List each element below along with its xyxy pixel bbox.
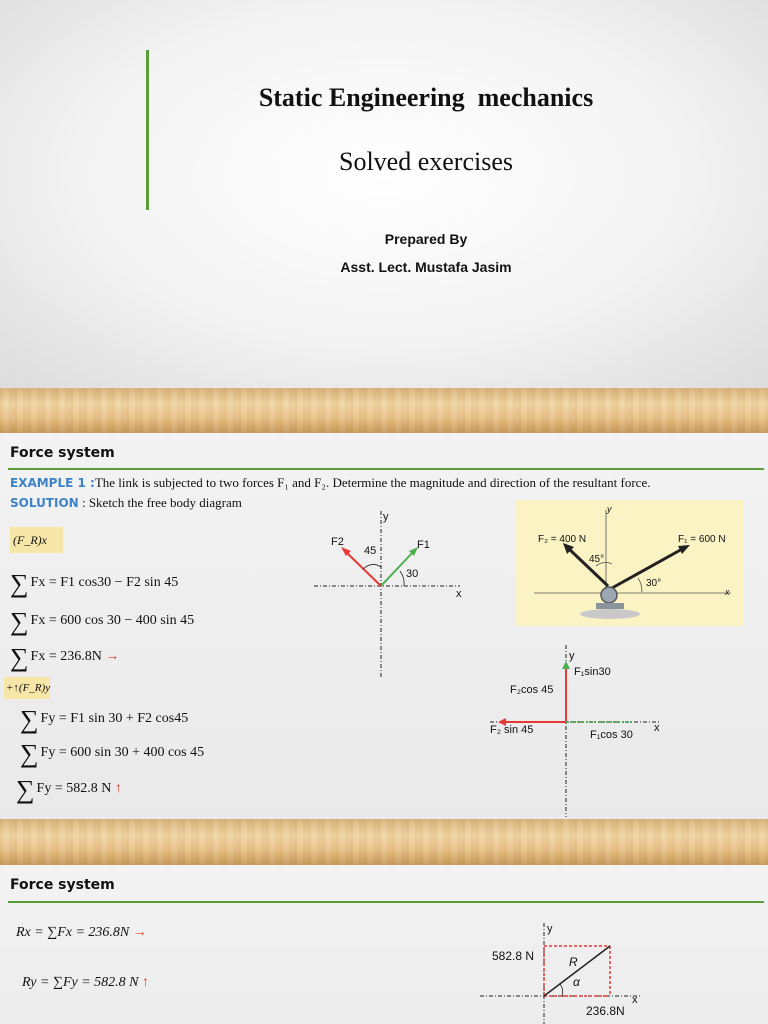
heading-underline: [8, 468, 764, 470]
comp-y-label: y: [569, 650, 575, 662]
photo-x-label: x: [725, 587, 730, 597]
res-alpha-label: α: [573, 975, 580, 989]
fx-eq3: ∑ Fx = 236.8N →: [10, 643, 120, 672]
fbd-f1-label: F1: [417, 539, 430, 551]
example-line: [10, 475, 650, 491]
res-fy-label: 582.8 N: [492, 949, 535, 963]
comp-f2cos-label: F₂cos 45: [510, 684, 554, 696]
comp-f1cos-label: F₁cos 30: [590, 729, 633, 741]
resultant-diagram: [476, 923, 666, 1024]
res-r-label: R: [569, 955, 578, 969]
example-slide: [0, 433, 768, 819]
example-tag: EXAMPLE 1 :: [10, 476, 95, 490]
fx-eq1: ∑ Fx = F1 cos30 − F2 sin 45: [10, 569, 179, 598]
fbd-30-label: 30: [406, 568, 419, 580]
wood-divider: [0, 388, 768, 433]
res-y-label: y: [547, 923, 553, 935]
photo-f1-label: F₁ = 600 N: [678, 534, 726, 545]
comp-f2sin-label: F₂ sin 45: [490, 724, 534, 736]
accent-bar: [146, 50, 149, 210]
res-fx-label: 236.8N: [586, 1004, 625, 1018]
fbd-45-label: 45: [364, 545, 377, 557]
fx-header-text: (F_R)x: [13, 533, 47, 547]
photo-y-label: y: [607, 504, 612, 514]
slide3-underline: [8, 901, 764, 903]
fbd-f2-label: F2: [331, 536, 344, 548]
fbd-x-label: x: [456, 588, 462, 600]
photo-45-label: 45°: [589, 554, 605, 565]
photo-f2-label: F₂ = 400 N: [538, 534, 587, 545]
fx-eq2: ∑ Fx = 600 cos 30 − 400 sin 45: [10, 607, 195, 636]
wood-divider-2: [0, 819, 768, 865]
problem-figure: [516, 500, 744, 626]
fy-header: [4, 677, 50, 699]
solution-tag: SOLUTION: [10, 496, 79, 510]
subtitle: Solved exercises: [338, 147, 513, 176]
rx-eq: Rx = ∑Fx = 236.8N →: [16, 925, 147, 940]
title-slide: [0, 0, 768, 388]
resultant-slide: [0, 865, 768, 1024]
fy-header-text: +↑(F_R)y: [6, 682, 51, 694]
problem-figure-svg: [516, 500, 744, 626]
example-text: The link is subjected to two forces F₁ and F₂. Determine the magnitude and direction of the resultant force.: [94, 475, 651, 490]
fx-header: [10, 527, 63, 553]
prepared-by: Prepared By: [384, 231, 468, 247]
author: Asst. Lect. Mustafa Jasim: [340, 259, 512, 275]
slide-heading: Force system: [10, 445, 115, 461]
fbd-y-label: y: [383, 511, 389, 523]
fy-eq3: ∑ Fy = 582.8 N ↑: [16, 775, 122, 804]
fy-eq2: ∑ Fy = 600 sin 30 + 400 cos 45: [20, 739, 205, 768]
slide3-heading: Force system: [10, 877, 115, 893]
comp-f1sin-label: F₁sin30: [574, 666, 611, 678]
solution-text: : Sketch the free body diagram: [78, 495, 242, 510]
ry-eq: Ry = ∑Fy = 582.8 N ↑: [22, 975, 149, 990]
page-title: Static Engineering mechanics: [258, 83, 594, 112]
comp-x-label: x: [654, 722, 660, 734]
solution-line: [10, 495, 242, 511]
res-x-label: x: [632, 994, 638, 1006]
fy-eq1: ∑ Fy = F1 sin 30 + F2 cos45: [20, 705, 189, 734]
photo-30-label: 30°: [646, 578, 662, 589]
